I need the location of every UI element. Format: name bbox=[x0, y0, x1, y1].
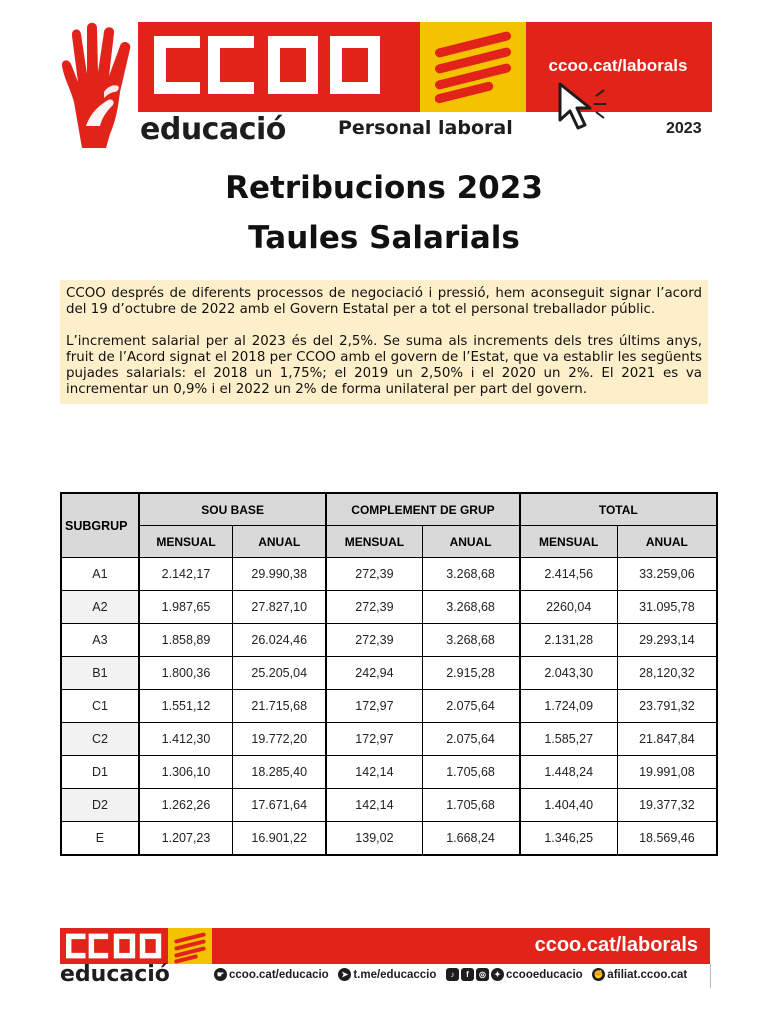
table-row bbox=[61, 822, 717, 856]
cell-complement-mensual: 172,97 bbox=[326, 723, 422, 756]
cell-complement-mensual: 139,02 bbox=[326, 822, 422, 856]
cell-subgroup: E bbox=[61, 822, 139, 856]
cell-complement-anual: 2.075,64 bbox=[422, 723, 520, 756]
cell-complement-anual: 3.268,68 bbox=[422, 624, 520, 657]
social-link[interactable]: ♪ f ◎ ✦ ccooeducacio bbox=[446, 968, 583, 981]
cell-complement-mensual: 272,39 bbox=[326, 591, 422, 624]
cell-sou-base-mensual: 1.800,36 bbox=[139, 657, 233, 690]
mouse-cursor-icon bbox=[556, 80, 610, 134]
twitter-icon: ✦ bbox=[491, 968, 504, 981]
header-mensual: MENSUAL bbox=[139, 526, 233, 558]
table-row bbox=[61, 624, 717, 657]
instagram-icon: ◎ bbox=[476, 968, 489, 981]
hand-logo-icon bbox=[60, 22, 140, 150]
table-row bbox=[61, 591, 717, 624]
cell-sou-base-anual: 18.285,40 bbox=[233, 756, 327, 789]
cell-total-anual: 33.259,06 bbox=[617, 558, 717, 591]
intro-paragraph-1: CCOO després de diferents processos de negociació i pressió, hem aconseguit signar l’acord del 19 d’octubre de 2022 amb el Govern Estatal per a tot el personal treballador públic. bbox=[66, 286, 702, 317]
cell-sou-base-mensual: 1.306,10 bbox=[139, 756, 233, 789]
cell-complement-anual: 2.075,64 bbox=[422, 690, 520, 723]
header-anual: ANUAL bbox=[233, 526, 327, 558]
cell-total-mensual: 2260,04 bbox=[520, 591, 618, 624]
table-row bbox=[61, 690, 717, 723]
cell-complement-anual: 1.705,68 bbox=[422, 789, 520, 822]
cell-subgroup: C2 bbox=[61, 723, 139, 756]
tiktok-icon: ♪ bbox=[446, 968, 459, 981]
cell-subgroup: D1 bbox=[61, 756, 139, 789]
header-year: 2023 bbox=[666, 120, 702, 137]
cell-total-anual: 19.991,08 bbox=[617, 756, 717, 789]
cell-sou-base-anual: 25.205,04 bbox=[233, 657, 327, 690]
cell-complement-anual: 3.268,68 bbox=[422, 558, 520, 591]
intro-paragraph-2: L’increment salarial per al 2023 és del 2,5%. Se suma als increments dels tres últims anys, fruit de l’Acord signat el 2018 per CCOO amb el govern de l’Estat, que va establir les següents pujades salarials: el 2018 un 1,75%; el 2019 un 2,50% i el 2020 un 2%. El 2021 es va incrementar un 0,9% i el 2022 un 2% de forma unilateral per part del govern. bbox=[66, 334, 702, 397]
cell-sou-base-anual: 27.827,10 bbox=[233, 591, 327, 624]
table-row bbox=[61, 723, 717, 756]
cell-complement-anual: 1.668,24 bbox=[422, 822, 520, 856]
cell-total-anual: 19.377,32 bbox=[617, 789, 717, 822]
catalan-flag-emblem bbox=[420, 22, 526, 112]
cell-sou-base-mensual: 1.262,26 bbox=[139, 789, 233, 822]
cell-complement-mensual: 272,39 bbox=[326, 558, 422, 591]
salary-table bbox=[60, 492, 718, 856]
cell-subgroup: C1 bbox=[61, 690, 139, 723]
cell-sou-base-anual: 19.772,20 bbox=[233, 723, 327, 756]
pointing-hand-icon: ☛ bbox=[214, 968, 227, 981]
cell-total-mensual: 1.346,25 bbox=[520, 822, 618, 856]
cell-sou-base-anual: 29.990,38 bbox=[233, 558, 327, 591]
page-subtitle: Taules Salarials bbox=[248, 220, 520, 256]
intro-box bbox=[60, 280, 708, 404]
footer-divider bbox=[710, 964, 711, 988]
footer-social-links bbox=[214, 968, 687, 981]
header-anual: ANUAL bbox=[617, 526, 717, 558]
table-row bbox=[61, 789, 717, 822]
cell-total-anual: 28,120,32 bbox=[617, 657, 717, 690]
cell-complement-anual: 2.915,28 bbox=[422, 657, 520, 690]
cell-sou-base-mensual: 1.207,23 bbox=[139, 822, 233, 856]
cell-subgroup: A2 bbox=[61, 591, 139, 624]
cell-complement-mensual: 142,14 bbox=[326, 789, 422, 822]
cell-total-mensual: 1.585,27 bbox=[520, 723, 618, 756]
header-subgroup: SUBGRUP bbox=[61, 493, 139, 558]
cell-sou-base-anual: 21.715,68 bbox=[233, 690, 327, 723]
telegram-icon: ➤ bbox=[338, 968, 351, 981]
cell-complement-anual: 1.705,68 bbox=[422, 756, 520, 789]
facebook-icon: f bbox=[461, 968, 474, 981]
cell-sou-base-mensual: 2.142,17 bbox=[139, 558, 233, 591]
header-url[interactable]: ccoo.cat/laborals bbox=[548, 56, 688, 75]
header-subbrand: educació bbox=[140, 112, 286, 147]
table-row bbox=[61, 558, 717, 591]
cell-complement-anual: 3.268,68 bbox=[422, 591, 520, 624]
cell-total-mensual: 2.043,30 bbox=[520, 657, 618, 690]
cell-sou-base-mensual: 1.412,30 bbox=[139, 723, 233, 756]
cell-total-anual: 23.791,32 bbox=[617, 690, 717, 723]
cell-sou-base-mensual: 1.987,65 bbox=[139, 591, 233, 624]
footer-url[interactable]: ccoo.cat/laborals bbox=[534, 934, 698, 956]
cell-total-mensual: 1.448,24 bbox=[520, 756, 618, 789]
cell-subgroup: D2 bbox=[61, 789, 139, 822]
social-link[interactable]: ✊ afiliat.ccoo.cat bbox=[593, 968, 688, 981]
cell-total-anual: 29.293,14 bbox=[617, 624, 717, 657]
cell-complement-mensual: 172,97 bbox=[326, 690, 422, 723]
table-row bbox=[61, 756, 717, 789]
header-anual: ANUAL bbox=[422, 526, 520, 558]
cell-total-anual: 21.847,84 bbox=[617, 723, 717, 756]
table-row bbox=[61, 657, 717, 690]
cell-subgroup: A3 bbox=[61, 624, 139, 657]
cell-total-anual: 18.569,46 bbox=[617, 822, 717, 856]
cell-sou-base-mensual: 1.858,89 bbox=[139, 624, 233, 657]
cell-total-anual: 31.095,78 bbox=[617, 591, 717, 624]
cell-sou-base-anual: 17.671,64 bbox=[233, 789, 327, 822]
cell-total-mensual: 1.724,09 bbox=[520, 690, 618, 723]
header-mensual: MENSUAL bbox=[520, 526, 618, 558]
cell-total-mensual: 2.414,56 bbox=[520, 558, 618, 591]
cell-complement-mensual: 272,39 bbox=[326, 624, 422, 657]
cell-subgroup: B1 bbox=[61, 657, 139, 690]
cell-subgroup: A1 bbox=[61, 558, 139, 591]
header-sou-base: SOU BASE bbox=[139, 493, 326, 526]
cell-complement-mensual: 242,94 bbox=[326, 657, 422, 690]
page-title: Retribucions 2023 bbox=[225, 170, 543, 206]
footer-ccoo-logo bbox=[64, 933, 164, 959]
cell-sou-base-anual: 16.901,22 bbox=[233, 822, 327, 856]
header-complement-grup: COMPLEMENT DE GRUP bbox=[326, 493, 519, 526]
footer-catalan-flag bbox=[168, 928, 212, 964]
ccoo-logo bbox=[150, 34, 386, 96]
raised-fist-icon: ✊ bbox=[593, 970, 604, 979]
header-total: TOTAL bbox=[520, 493, 717, 526]
header-mensual: MENSUAL bbox=[326, 526, 422, 558]
cell-total-mensual: 1.404,40 bbox=[520, 789, 618, 822]
cell-complement-mensual: 142,14 bbox=[326, 756, 422, 789]
cell-sou-base-anual: 26.024,46 bbox=[233, 624, 327, 657]
cell-total-mensual: 2.131,28 bbox=[520, 624, 618, 657]
social-link[interactable]: ☛ ccoo.cat/educacio bbox=[214, 968, 329, 981]
footer-subbrand: educació bbox=[60, 962, 170, 987]
cell-sou-base-mensual: 1.551,12 bbox=[139, 690, 233, 723]
social-link[interactable]: ➤ t.me/educaccio bbox=[338, 968, 436, 981]
header-section: Personal laboral bbox=[338, 117, 513, 139]
